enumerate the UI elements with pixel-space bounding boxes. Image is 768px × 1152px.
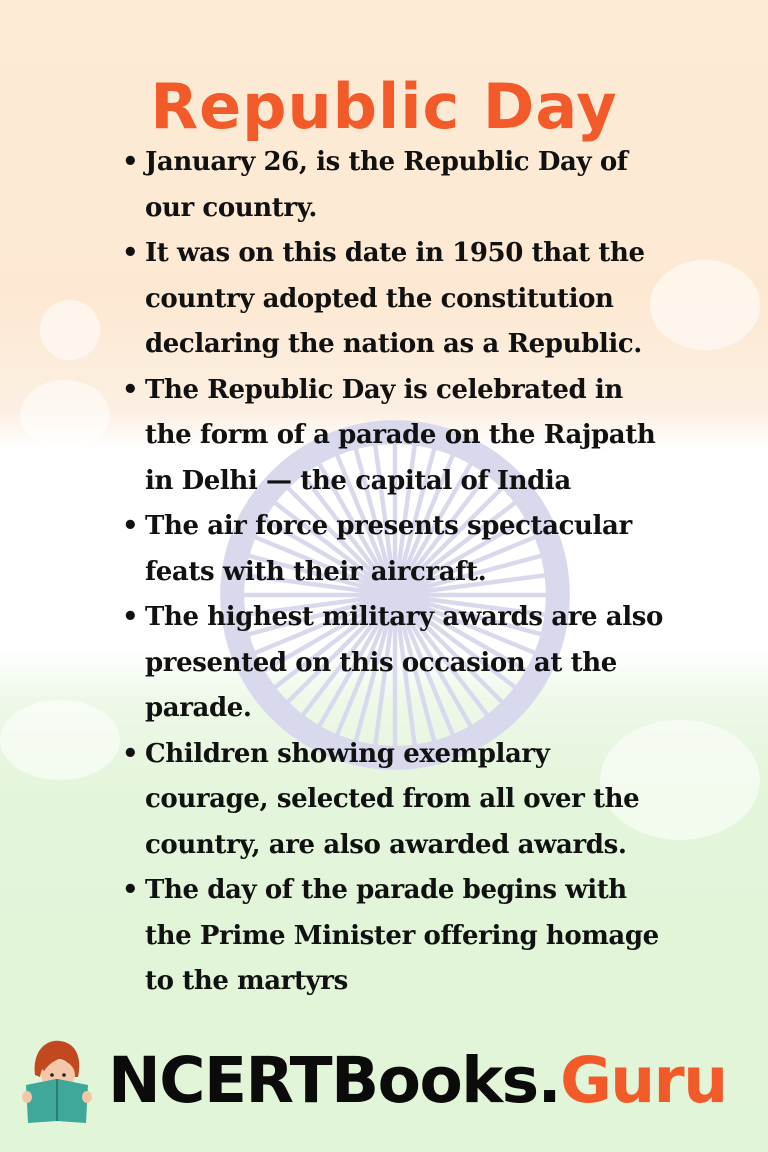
- brand-name-main: NCERTBooks.: [108, 1043, 561, 1117]
- list-item: [118, 595, 718, 732]
- fact-text-line: the Prime Minister offering homage: [145, 920, 659, 951]
- list-item: [118, 140, 718, 231]
- fact-text-line: The Republic Day is celebrated in: [145, 374, 623, 405]
- fact-text-line: Children showing exemplary: [145, 738, 550, 769]
- facts-list: [118, 140, 718, 1005]
- fact-text-line: The air force presents spectacular: [145, 511, 632, 541]
- fact-text-line: courage, selected from all over the: [145, 784, 640, 814]
- brand-name: [108, 1043, 727, 1117]
- fact-text-line: presented on this occasion at the: [145, 647, 617, 678]
- bg-splash: [20, 380, 110, 450]
- fact-text-line: country adopted the constitution: [145, 283, 614, 314]
- bullet-icon: •: [122, 875, 139, 905]
- bullet-icon: •: [122, 374, 139, 405]
- fact-text-line: in Delhi — the capital of India: [145, 465, 571, 496]
- bullet-icon: •: [122, 238, 139, 268]
- bullet-icon: •: [122, 738, 139, 769]
- list-item: [118, 868, 718, 1005]
- fact-text-line: feats with their aircraft.: [145, 556, 487, 587]
- list-item: [118, 732, 718, 869]
- fact-text-line: parade.: [145, 693, 252, 723]
- bullet-icon: •: [122, 602, 139, 632]
- bullet-icon: •: [122, 511, 139, 541]
- fact-text-line: the form of a parade on the Rajpath: [145, 420, 656, 450]
- fact-text-line: our country.: [145, 192, 318, 223]
- list-item: [118, 368, 718, 505]
- brand-name-accent: Guru: [560, 1043, 727, 1117]
- reading-child-icon: [18, 1035, 96, 1125]
- fact-text-line: country, are also awarded awards.: [145, 829, 627, 860]
- brand-logo: [18, 1035, 758, 1125]
- bg-splash: [0, 700, 120, 780]
- list-item: [118, 504, 718, 595]
- fact-text-line: January 26, is the Republic Day of: [145, 147, 628, 177]
- fact-text-line: The day of the parade begins with: [145, 875, 627, 905]
- bg-splash: [40, 300, 100, 360]
- fact-text-line: to the martyrs: [145, 966, 348, 996]
- bullet-icon: •: [122, 147, 139, 177]
- fact-text-line: It was on this date in 1950 that the: [145, 238, 645, 268]
- page-title: Republic Day: [150, 69, 618, 143]
- list-item: [118, 231, 718, 368]
- fact-text-line: declaring the nation as a Republic.: [145, 329, 642, 359]
- fact-text-line: The highest military awards are also: [145, 602, 663, 632]
